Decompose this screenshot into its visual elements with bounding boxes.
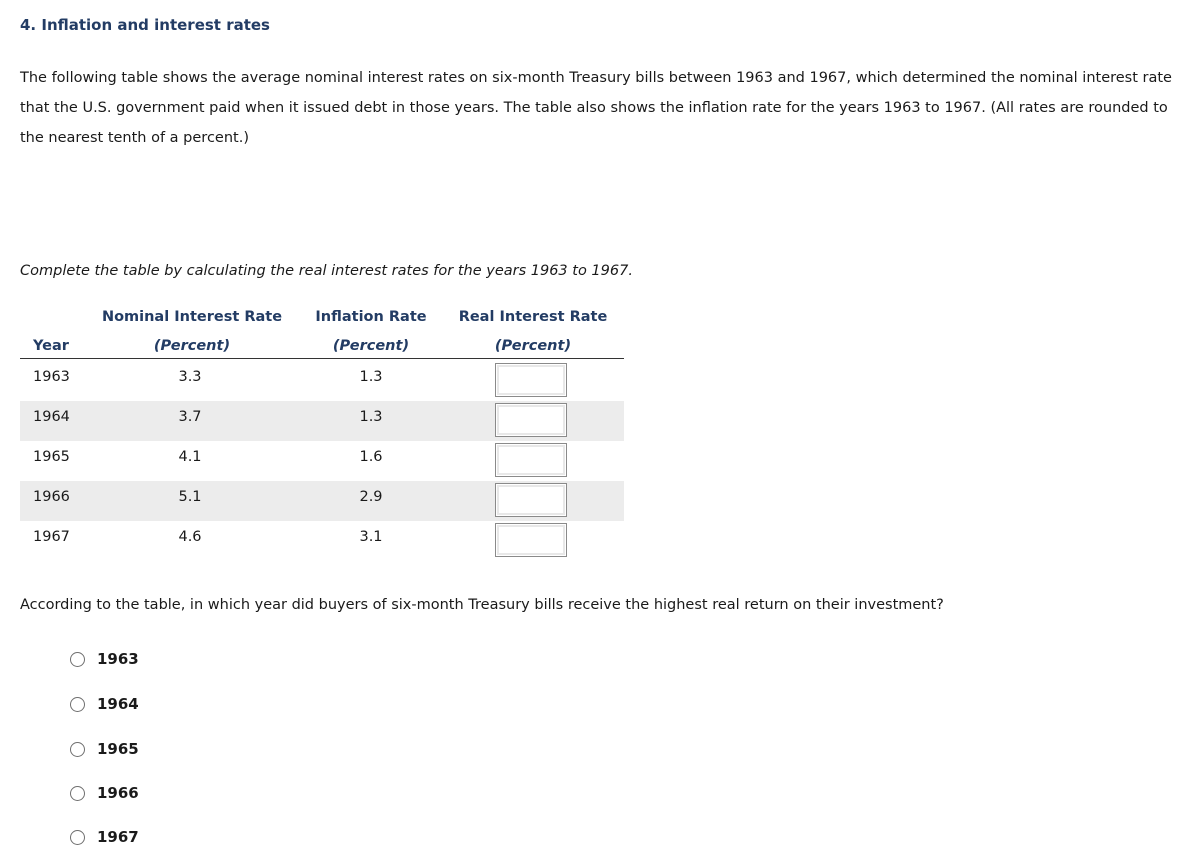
header-inflation: Inflation Rate: [315, 309, 427, 325]
option-label[interactable]: 1963: [97, 650, 139, 668]
intro-paragraph: The following table shows the average nominal interest rates on six-month Treasury bills between 1963 and 1967, which determined the nominal interest rate that the U.S. government paid when it issued debt in those years. The table also shows the inflation rate for the years 1963 to 1967. (All rates are rounded to the nearest tenth of a percent.): [20, 70, 1172, 146]
cell-inflation-rate: 1.3: [359, 369, 383, 385]
cell-nominal-rate: 4.6: [178, 529, 202, 545]
cell-inflation-rate: 2.9: [359, 489, 383, 505]
multiple-choice-question: According to the table, in which year did buyers of six-month Treasury bills receive the highest real return on their investment?: [20, 597, 944, 613]
real-rate-input-1965[interactable]: [495, 443, 567, 477]
option-1963[interactable]: [70, 648, 190, 672]
radio-button-icon[interactable]: [70, 652, 85, 667]
radio-button-icon[interactable]: [70, 742, 85, 757]
header-year: Year: [33, 338, 69, 354]
table-row: [20, 401, 624, 441]
header-nominal: Nominal Interest Rate: [101, 309, 283, 325]
table-instruction: Complete the table by calculating the real interest rates for the years 1963 to 1967.: [20, 263, 633, 279]
radio-button-icon[interactable]: [70, 830, 85, 845]
real-rate-input-1966[interactable]: [495, 483, 567, 517]
table-row: [20, 441, 624, 481]
header-real: Real Interest Rate: [458, 309, 608, 325]
header-nominal-unit: (Percent): [153, 338, 231, 354]
cell-nominal-rate: 3.3: [178, 369, 202, 385]
table-row: [20, 481, 624, 521]
header-divider: [20, 358, 624, 359]
cell-year: 1965: [33, 449, 70, 465]
cell-inflation-rate: 1.3: [359, 409, 383, 425]
cell-nominal-rate: 5.1: [178, 489, 202, 505]
option-1964[interactable]: [70, 693, 190, 717]
option-1966[interactable]: [70, 782, 190, 806]
table-row: [20, 521, 624, 561]
cell-nominal-rate: 3.7: [178, 409, 202, 425]
real-rate-input-1967[interactable]: [495, 523, 567, 557]
question-title: 4. Inflation and interest rates: [20, 16, 270, 34]
cell-year: 1967: [33, 529, 70, 545]
option-label[interactable]: 1966: [97, 784, 139, 802]
cell-nominal-rate: 4.1: [178, 449, 202, 465]
cell-year: 1966: [33, 489, 70, 505]
option-label[interactable]: 1967: [97, 828, 139, 846]
radio-button-icon[interactable]: [70, 786, 85, 801]
cell-year: 1963: [33, 369, 70, 385]
option-label[interactable]: 1964: [97, 695, 139, 713]
cell-inflation-rate: 3.1: [359, 529, 383, 545]
option-1965[interactable]: [70, 738, 190, 762]
cell-inflation-rate: 1.6: [359, 449, 383, 465]
table-row: [20, 361, 624, 401]
option-label[interactable]: 1965: [97, 740, 139, 758]
cell-year: 1964: [33, 409, 70, 425]
real-rate-input-1963[interactable]: [495, 363, 567, 397]
header-inflation-unit: (Percent): [332, 338, 410, 354]
real-rate-input-1964[interactable]: [495, 403, 567, 437]
header-real-unit: (Percent): [494, 338, 572, 354]
radio-button-icon[interactable]: [70, 697, 85, 712]
option-1967[interactable]: [70, 826, 190, 850]
